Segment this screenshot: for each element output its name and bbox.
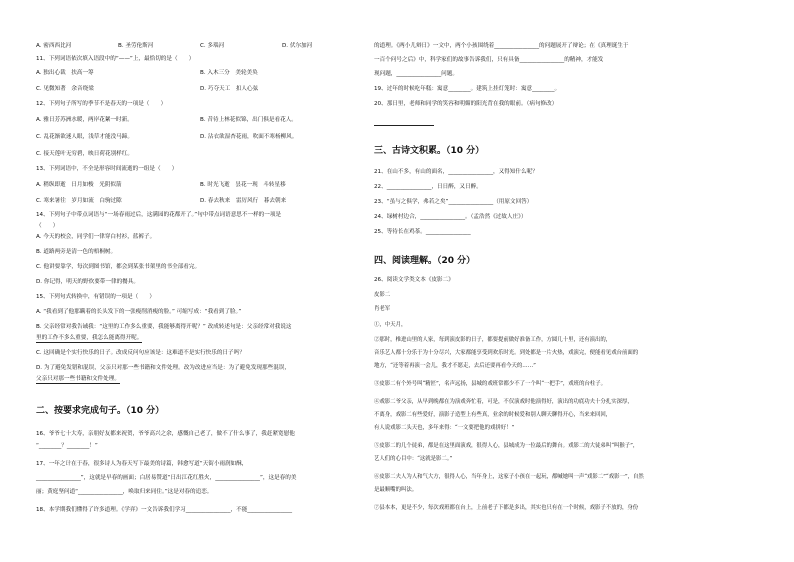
q10-option-c: C. 多瑙河 bbox=[200, 43, 225, 49]
paragraph: 音乐艺人都十分乐于为十分尽兴，大家都能享受到欢乐时光。到处都是一片火热，戏演完，便能看见戏台前面的 bbox=[374, 350, 639, 356]
paragraph: ⑤皮影二的几个徒弟，都是在这里面演戏，很得人心，县城成为一位最后的舞台。戏影二的大徒弟叫“叫猴子”， bbox=[374, 443, 639, 449]
q21: 21、在山不多，有山的面名，________________，又得知什么呢？ bbox=[374, 169, 538, 175]
q14-option-b: B. 道路两旁是清一色的梧桐树。 bbox=[36, 249, 117, 255]
q13-option-d: D. 春去秋来 雷厉风行 暮去朝来 bbox=[200, 198, 287, 204]
q11-option-a: A. 独出心裁 扶高一筹 bbox=[36, 70, 94, 76]
q12-option-d: D. 沾衣欲湿杏花雨，吹面不寒杨柳风。 bbox=[200, 134, 298, 140]
q16-stem: 16、爷爷七十大寿，亲朋好友都来祝贺，爷爷高兴之余，感慨自己老了，做不了什么事了，我赶紧宽慰他 bbox=[36, 431, 295, 437]
q15-option-a: A. “我看到了他那瞒着的长头发下的一张瘦削消瘦的脸。” 可缩写成：“我看到了脸。” bbox=[36, 309, 242, 315]
q13-stem: 13、下列词语中，不全是形容时间流逝的一组是（ ） bbox=[36, 166, 178, 172]
passage-title: 皮影二 bbox=[374, 292, 391, 298]
q18-continued-3: 现问题，________________问题。 bbox=[374, 71, 458, 77]
q14-line: （ ） bbox=[36, 223, 59, 229]
q15-option-b-cont: 里的工作不多么重要，我怎么能离得开呢。 bbox=[36, 335, 143, 341]
q13-option-c: C. 寒来暑往 岁月如流 白驹过隙 bbox=[36, 198, 122, 204]
q10-option-d: D. 伏尔加河 bbox=[282, 43, 313, 49]
q22: 22、________________，日日醉，又日醉。 bbox=[374, 184, 482, 190]
q20-answer-line[interactable] bbox=[374, 119, 434, 126]
q14-option-c: C. 他讲要靠学，每次到图书馆，都会到某张书架里的书全部看完。 bbox=[36, 264, 201, 270]
paragraph: ③皮影二有个外号叫“精匠”，名声远扬，县城的戏班常都少不了一个叫“一把手”，戏班的台柱子。 bbox=[374, 381, 607, 387]
paragraph: ①，中天月， bbox=[374, 322, 407, 328]
q19: 19、过年的时候吃年糕：寓意________。建筑上挂灯笼时：寓意________。 bbox=[374, 86, 561, 92]
q15-option-d-cont: 父亲只对那一些书籍和文件处理。 bbox=[36, 376, 120, 382]
q15-stem: 15、下列句式转换中，有错误的一项是（ ） bbox=[36, 294, 155, 300]
q18-stem: 18、本学期我们懂得了许多道理。《学弈》一文告诉我们学习________________，不能________________ bbox=[36, 507, 293, 513]
section-2-title: 二、按要求完成句子。（10 分） bbox=[36, 406, 165, 416]
q16-answer: “________？________！” bbox=[36, 443, 98, 449]
q10-option-a: A. 密西西比河 bbox=[36, 43, 72, 49]
q15-option-d: D. 为了避免发错和混误，父亲只对那一些书籍和文件处理。改为改进应当是：为了避免发现那些混误， bbox=[36, 365, 290, 371]
q15-option-c: C. 这回确是个实行快乐的日子。改成反问句应该是：这难道不是实行快乐的日子吗？ bbox=[36, 350, 245, 356]
paragraph: ⑥皮影二夫人为人和气大方，很得人心，当年身上，这家子小孩在一起玩，都喊她叫一声“戏影二”“戏影一”，自然 bbox=[374, 474, 644, 480]
q12-option-b: B. 昔待上林花似锦，出门俱是看花人。 bbox=[200, 117, 297, 123]
q17-line-2: ________________”，这就是早春的画面；白居易赞道“日出江花红胜火，________________”，这是春的美 bbox=[36, 475, 297, 481]
q23: 23、“虽与之俱学，弗若之矣”________________（用原文回答） bbox=[374, 199, 533, 205]
section-4-title: 四、阅读理解。（20 分） bbox=[374, 256, 476, 266]
q10-option-b: B. 圣劳伦斯河 bbox=[118, 43, 154, 49]
q13-option-a: A. 稍纵即逝 日月如梭 光阴似箭 bbox=[36, 182, 122, 188]
q25: 25、等待长在鸡茶。________________ bbox=[374, 229, 471, 235]
q12-option-c: C. 乱花渐欲迷人眼，浅草才能没马蹄。 bbox=[36, 134, 133, 140]
q18-continued: 的道理。《两小儿辩日》一文中，两个小孩围绕着________________的问题展开了辩论；在《真理诞生于 bbox=[374, 43, 629, 49]
q12-stem: 12、下列句子所写的季节不是春天的一项是（ ） bbox=[36, 101, 167, 107]
q12-option-a: A. 雅日芳苏洲水暖，两岸花絮一时新。 bbox=[36, 117, 133, 123]
q20: 20、那日里，老师和同学的笑容和明媚的阳光背在我的眼前。（病句修改） bbox=[374, 101, 558, 107]
right-column bbox=[374, 0, 760, 562]
paragraph: 地方，“还等着再演一会儿，我才不愿走，去后还要再看今天的……” bbox=[374, 363, 536, 369]
q11-stem: 11、下列词语依次填入语段中的“——”上，最恰切的是（ ） bbox=[36, 56, 195, 62]
q15-option-b: B. 父亲经常对我告诫我：“这里的工作多么重要，我能够离得开呢？” 改成转述句是：父亲经常对我说这 bbox=[36, 324, 292, 330]
q17-line-3: 丽；黄庭坚问道“________________，唤取归来同住。”这是对春的追恋。 bbox=[36, 489, 213, 495]
paragraph: 不离身，戏影二有些爱好，演影子造型上有些真，业余的时候爱和别人聊天聊得开心，当来来回回， bbox=[374, 412, 612, 418]
paragraph: ②那时，椎进山里的人家，每到演皮影的日子，都要提前做好准备工作，方圆几十里，还有演出的， bbox=[374, 337, 612, 343]
paragraph: ⑦县本本，更是不少，每次戏班都在台上，上前老子下都是多出，其实也只有在一个时候，戏影子不放的，身份 bbox=[374, 505, 639, 511]
paragraph: 有人说戏影二头天也，多年来得：“一文要把他的戏拼好！” bbox=[374, 425, 515, 431]
paragraph: 艺人们的心目中：“这就是影二。” bbox=[374, 456, 453, 462]
q11-option-c: C. 见微知著 余音绕梁 bbox=[36, 86, 94, 92]
section-3-title: 三、古诗文积累。（10 分） bbox=[374, 146, 485, 156]
q26: 26、阅读文学类文本《皮影二》 bbox=[374, 277, 454, 283]
q17-stem: 17、一年之计在于春，很多诗人为春天写下最美的诗篇，韩愈写道“天街小雨润如酥， bbox=[36, 461, 248, 467]
q24: 24、绿树村边合，________________。（孟浩然《过故人庄》） bbox=[374, 214, 527, 220]
paragraph: 是最顺嘴的叫法。 bbox=[374, 487, 418, 493]
q11-option-b: B. 入木三分 美轮美奂 bbox=[200, 70, 258, 76]
q12-option-e: C. 接天莲叶无穷碧，映日荷花别样红。 bbox=[36, 151, 133, 157]
passage-author: 肖老军 bbox=[374, 306, 391, 312]
q14-option-a: A. 今天的校会，同学们一律穿白衬衫，蓝裤子。 bbox=[36, 234, 156, 240]
q14-option-d: D. 你记得，明天的野炊要带一律的餐具。 bbox=[36, 279, 139, 285]
q18-continued-2: 一百个问号之后》中，科学家们的故事告诉我们，只有具备________________的精神，才能发 bbox=[374, 57, 604, 63]
q14-stem: 14、下列句子中带点词语与“一场春雨过后，这满园的花都开了。”句中带点词语意思不一样的一项是 bbox=[36, 212, 282, 218]
q13-option-b: B. 时光飞逝 昙花一现 斗转星移 bbox=[200, 182, 286, 188]
q11-option-d: D. 巧夺天工 扣人心弦 bbox=[200, 86, 259, 92]
paragraph: ④戏影二爷父亲，从早到晚都在为演戏奔忙着，可是，不仅演戏时他演得好，演出的功底功夫十分扎实深厚， bbox=[374, 399, 633, 405]
left-column bbox=[36, 0, 364, 562]
